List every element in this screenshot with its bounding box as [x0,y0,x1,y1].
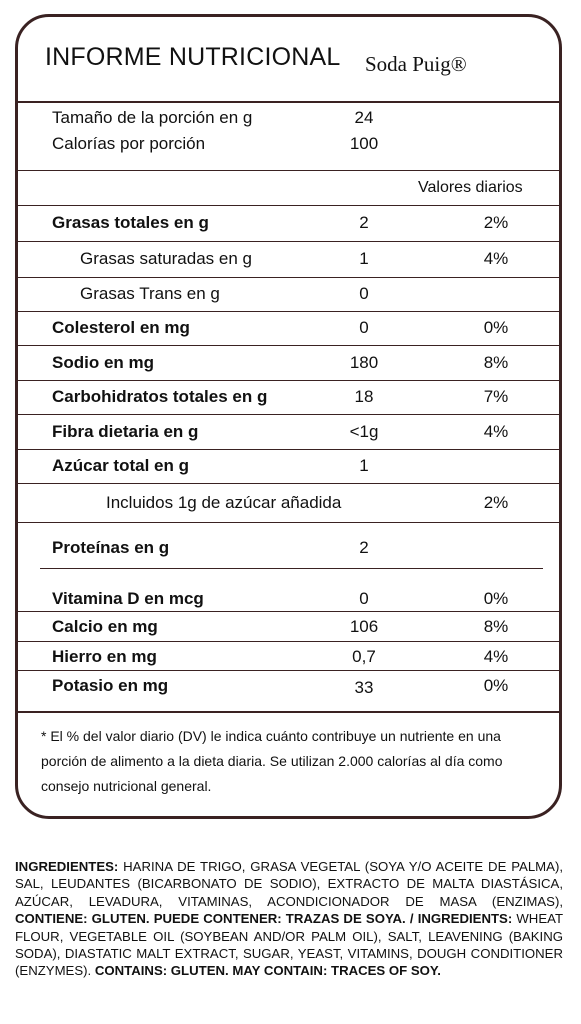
divider [18,711,559,713]
nutrient-label: Fibra dietaria en g [52,422,199,441]
divider [18,241,559,242]
nutrient-amount: 1 [359,249,369,268]
nutrient-dv: 2% [483,213,509,232]
nutrient-label: Vitamina D en mcg [52,589,204,608]
nutrient-amount: 0 [359,284,369,303]
ingredients-text-en: WHEAT FLOUR, VEGETABLE OIL (SOYBEAN AND/OR PALM OIL), SALT, LEAVENING (BAKING SODA), DIASTATIC MALT EXTRACT, SUGAR, YEAST, VITAMINS, DOUGH CONDITIONER (ENZYMES). [15,911,564,979]
divider [18,380,559,381]
nutrient-amount: 0 [359,589,369,608]
divider [18,449,559,450]
nutrient-amount: <1g [349,422,379,441]
nutrient-label: Grasas Trans en g [80,284,220,303]
nutrient-dv: 8% [483,617,509,636]
divider [18,311,559,312]
calories-label: Calorías por porción [52,134,206,153]
divider [18,522,559,523]
divider [18,611,559,612]
brand-name: Soda Puig® [365,52,467,76]
nutrient-label: Colesterol en mg [52,318,190,337]
nutrient-label: Incluidos 1g de azúcar añadida [106,493,342,512]
divider [18,277,559,278]
nutrient-label: Potasio en mg [52,676,169,695]
nutrient-label: Calcio en mg [52,617,158,636]
nutrient-label: Grasas saturadas en g [80,249,252,268]
allergens-es: CONTIENE: GLUTEN. PUEDE CONTENER: TRAZAS DE SOYA. / [15,911,414,927]
allergens-en: CONTAINS: GLUTEN. MAY CONTAIN: TRACES OF SOY. [94,963,441,979]
label-title: INFORME NUTRICIONAL [45,43,341,71]
nutrient-dv: 0% [483,589,509,608]
ingredients-block [15,858,563,980]
nutrient-dv: 8% [483,353,509,372]
nutrient-dv: 7% [483,387,509,406]
calories-value: 100 [349,134,379,153]
divider [18,483,559,484]
nutrient-dv: 0% [483,318,509,337]
divider [18,205,559,206]
divider [40,568,543,569]
nutrient-amount: 1 [359,456,369,475]
ingredients-text-es: HARINA DE TRIGO, GRASA VEGETAL (SOYA Y/O ACEITE DE PALMA), SAL, LEUDANTES (BICARBONATO DE SODIO), EXTRACTO DE MALTA DIASTÁSICA, AZÚCAR, LEVADURA, VITAMINAS, ACONDICIONADOR DE MASA (ENZIMAS), [15,859,563,909]
nutrient-amount: 33 [354,678,374,697]
daily-values-header: Valores diarios [418,179,523,196]
nutrient-amount: 2 [359,213,369,232]
divider [18,670,559,671]
divider [18,641,559,642]
divider [18,170,559,171]
nutrient-dv: 2% [483,493,509,512]
nutrient-amount: 2 [359,538,369,557]
divider [18,101,559,103]
nutrient-dv: 0% [483,676,509,695]
nutrition-facts-panel [15,14,562,819]
nutrient-label: Azúcar total en g [52,456,189,475]
nutrient-dv: 4% [483,249,509,268]
divider [18,345,559,346]
nutrient-label: Carbohidratos totales en g [52,387,268,406]
nutrient-amount: 0,7 [352,647,376,666]
nutrient-amount: 106 [349,617,379,636]
nutrient-amount: 0 [359,318,369,337]
serving-size-label: Tamaño de la porción en g [52,108,253,127]
nutrient-dv: 4% [483,422,509,441]
nutrient-amount: 180 [349,353,379,372]
ingredients-heading-en: INGREDIENTS: [417,911,513,927]
footnote: * El % del valor diario (DV) le indica cuánto contribuye un nutriente en una porción de alimento a la dieta diaria. Se utilizan 2.000 calorías al día como consejo nutricional general. [41,728,503,794]
ingredients-heading-es: INGREDIENTES: [15,859,119,874]
nutrient-label: Grasas totales en g [52,213,209,232]
nutrient-dv: 4% [483,647,509,666]
serving-size-value: 24 [354,108,374,127]
nutrient-label: Hierro en mg [52,647,157,666]
nutrient-label: Proteínas en g [52,538,170,557]
nutrient-label: Sodio en mg [52,353,154,372]
nutrient-amount: 18 [354,387,374,406]
divider [18,414,559,415]
